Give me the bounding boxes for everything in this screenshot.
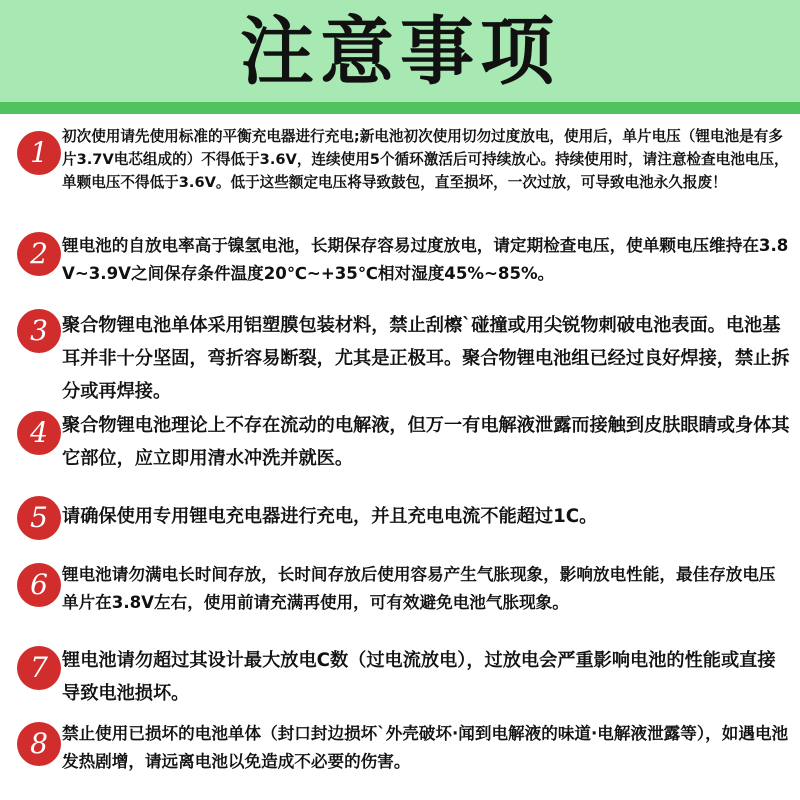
notice-text-1: 初次使用请先使用标准的平衡充电器进行充电;新电池初次使用切勿过度放电，使用后，单片电压（锂电池是有多片3.7V电芯组成的）不得低于3.6V，连续使用5个循环激活后可持续放心。持续使用时，请注意检查电池电压，单颗电压不得低于3.6V。低于这些额定电压将导致鼓包，直至损坏，一次过放，可导致电池永久报废！ [62,128,789,191]
number-badge-5: 5 [17,496,61,540]
number-badge-3: 3 [17,309,61,353]
header-divider-bar [0,102,800,114]
notice-text-8: 禁止使用已损坏的电池单体（封口封边损坏`外壳破坏·闻到电解液的味道·电解液泄露等），如遇电池发热剧增，请远离电池以免造成不必要的伤害。 [62,724,789,771]
number-badge-4: 4 [17,411,61,455]
notice-text-6: 锂电池请勿满电长时间存放，长时间存放后使用容易产生气胀现象，影响放电性能，最佳存放电压单片在3.8V左右，使用前请充满再使用，可有效避免电池气胀现象。 [62,565,776,612]
notice-text-5: 请确保使用专用锂电充电器进行充电，并且充电电流不能超过1C。 [62,506,598,527]
number-badge-7: 7 [17,646,61,690]
number-badge-8: 8 [17,722,61,766]
number-badge-6: 6 [17,563,61,607]
notice-text-7: 锂电池请勿超过其设计最大放电C数（过电流放电），过放电会严重影响电池的性能或直接导致电池损坏。 [62,650,776,704]
page-title: 注意事项 [240,9,560,95]
number-badge-2: 2 [17,232,61,276]
notice-text-2: 锂电池的自放电率高于镍氢电池，长期保存容易过度放电，请定期检查电压，使单颗电压维持在3.8V~3.9V之间保存条件温度20℃~+35℃相对湿度45%~85%。 [62,236,789,283]
number-badge-1: 1 [17,131,61,175]
notice-text-4: 聚合物锂电池理论上不存在流动的电解液，但万一有电解液泄露而接触到皮肤眼睛或身体其它部位，应立即用清水冲洗并就医。 [62,415,790,469]
notice-text-3: 聚合物锂电池单体采用铝塑膜包装材料，禁止刮檫`碰撞或用尖锐物刺破电池表面。电池基耳并非十分坚固，弯折容易断裂，尤其是正极耳。聚合物锂电池组已经过良好焊接，禁止拆分或再焊接。 [62,315,790,402]
